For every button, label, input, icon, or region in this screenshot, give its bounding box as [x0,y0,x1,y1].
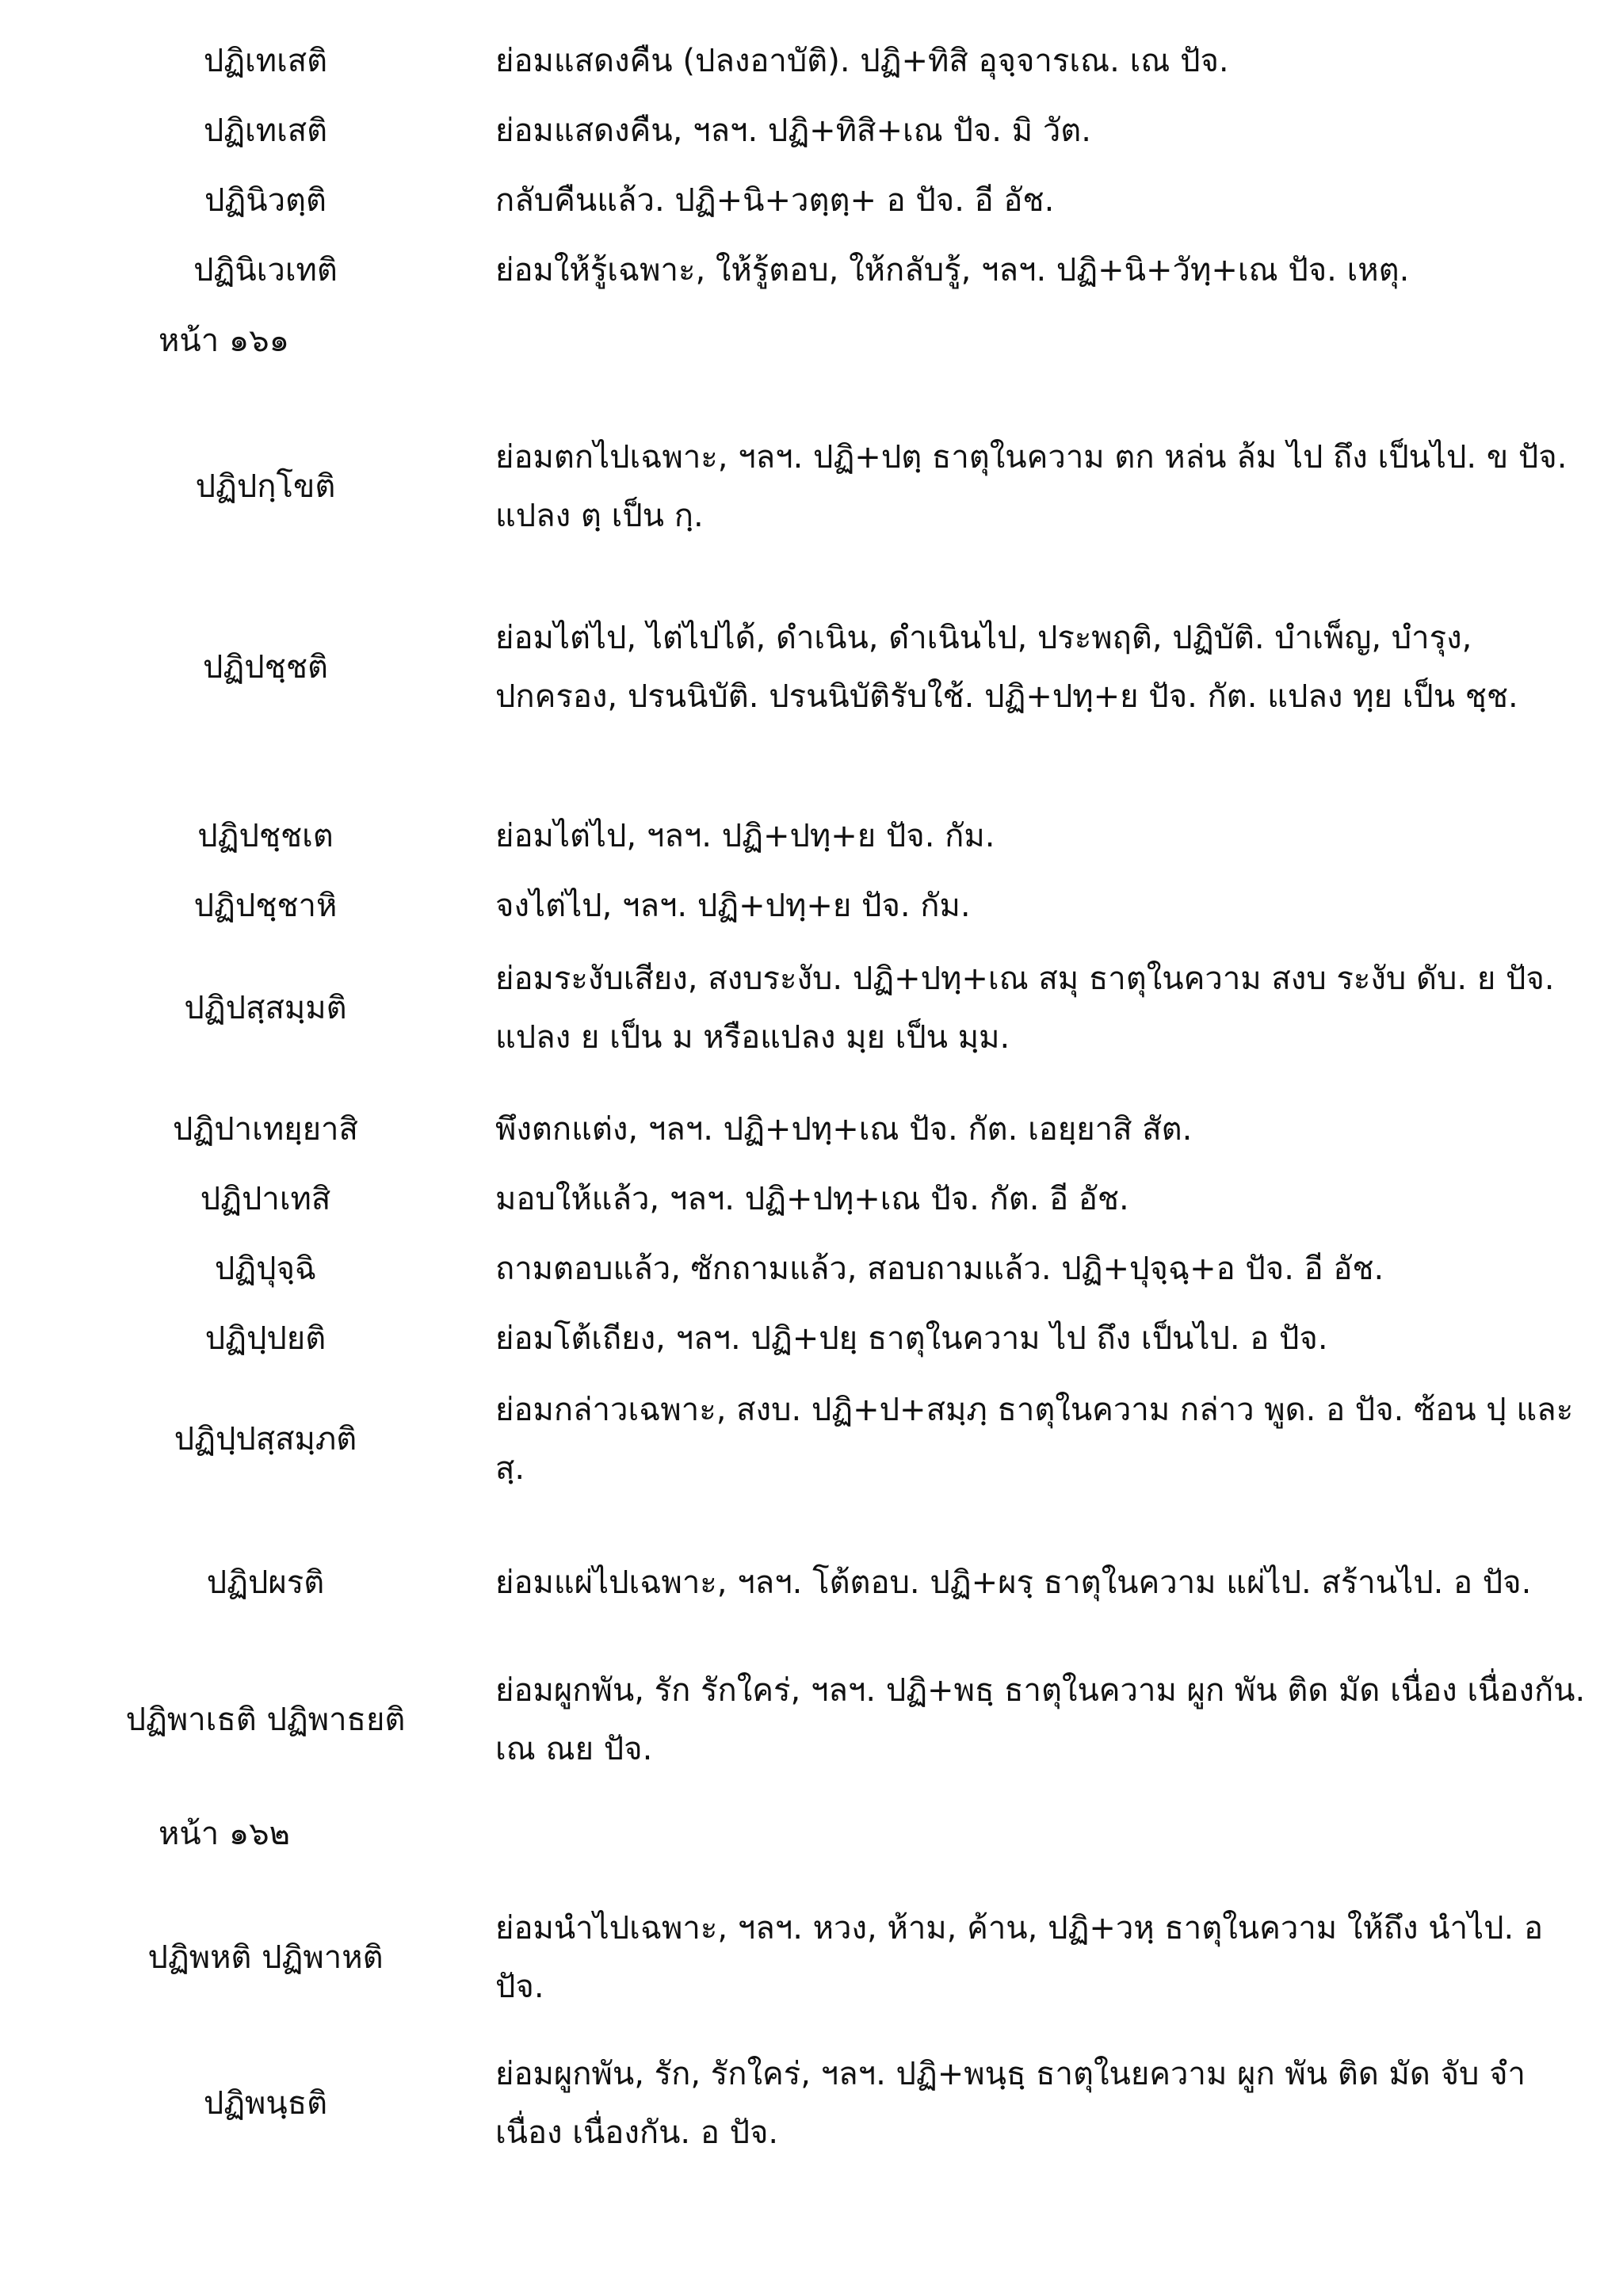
dictionary-entry [0,241,1623,300]
entry-definition: ย่อมแสดงคืน, ฯลฯ. ปฏิ+ทิสิ+เณ ปัจ. มิ วัต. [495,113,1091,149]
dictionary-entry [0,1381,1623,1498]
entry-definition: ย่อมผูกพัน, รัก รักใคร่, ฯลฯ. ปฏิ+พธฺ ธาตุในความ ผูก พัน ติด มัด เนื่อง เนื่องกัน. เณ ณย ปัจ. [495,1672,1586,1767]
entry-definition: ย่อมให้รู้เฉพาะ, ให้รู้ตอบ, ให้กลับรู้, ฯลฯ. ปฏิ+นิ+วัทฺ+เณ ปัจ. เหตุ. [495,252,1410,288]
entry-headword: ปฏิปชฺชติ [203,649,328,686]
dictionary-entry [0,609,1623,726]
entry-definition: ย่อมแผ่ไปเฉพาะ, ฯลฯ. โต้ตอบ. ปฏิ+ผรฺ ธาตุในความ แผ่ไป. สร้านไป. อ ปัจ. [495,1564,1532,1601]
page-number-label: หน้า ๑๖๑ [158,323,290,359]
entry-headword: ปฏิปผรติ [206,1564,325,1601]
entry-definition: ย่อมนำไปเฉพาะ, ฯลฯ. หวง, ห้าม, ค้าน, ปฏิ+วหฺ ธาตุในความ ให้ถึง นำไป. อ ปัจ. [495,1910,1543,2005]
entry-headword: ปฏิพาเธติ ปฏิพาธยติ [125,1702,406,1738]
entry-definition: ถามตอบแล้ว, ซักถามแล้ว, สอบถามแล้ว. ปฏิ+ปุจฺฉฺ+อ ปัจ. อี อัช. [495,1251,1384,1287]
dictionary-entry [0,1100,1623,1159]
entry-headword: ปฏิปาเทสิ [200,1181,331,1217]
dictionary-entry [0,171,1623,230]
entry-headword: ปฏินิวตฺติ [204,182,327,219]
dictionary-entry [0,1553,1623,1612]
entry-headword: ปฏินิเวเทติ [193,252,338,288]
dictionary-entry [0,1170,1623,1228]
entry-headword: ปฏิเทเสติ [203,43,328,79]
entry-headword: ปฏิปุจฺฉิ [214,1251,317,1287]
dictionary-entry [0,807,1623,865]
entry-headword: ปฏิปชฺชาหิ [193,888,338,924]
entry-definition: กลับคืนแล้ว. ปฏิ+นิ+วตฺตฺ+ อ ปัจ. อี อัช. [495,182,1055,219]
entry-definition: จงไต่ไป, ฯลฯ. ปฏิ+ปทฺ+ย ปัจ. กัม. [495,888,971,924]
entry-headword: ปฏิปฺปยติ [204,1320,327,1357]
entry-headword: ปฏิพหติ ปฏิพาหติ [147,1939,384,1976]
entry-definition: ย่อมโต้เถียง, ฯลฯ. ปฏิ+ปยฺ ธาตุในความ ไป ถึง เป็นไป. อ ปัจ. [495,1320,1328,1357]
dictionary-entry [0,877,1623,935]
entry-headword: ปฏิเทเสติ [203,113,328,149]
entry-headword: ปฏิปฺปสฺสมฺภติ [174,1421,357,1457]
entry-definition: ย่อมกล่าวเฉพาะ, สงบ. ปฏิ+ป+สมฺภฺ ธาตุในความ กล่าว พูด. อ ปัจ. ซ้อน ปฺ และ สฺ. [495,1392,1574,1487]
entry-headword: ปฏิปชฺชเต [197,818,334,854]
entry-definition: ย่อมตกไปเฉพาะ, ฯลฯ. ปฏิ+ปตฺ ธาตุในความ ตก หล่น ล้ม ไป ถึง เป็นไป. ข ปัจ. แปลง ตฺ เป็น กฺ. [495,439,1568,534]
entry-definition: ย่อมไต่ไป, ฯลฯ. ปฏิ+ปทฺ+ย ปัจ. กัม. [495,818,995,854]
dictionary-entry [0,101,1623,160]
page-number-label: หน้า ๑๖๒ [158,1816,291,1852]
entry-headword: ปฏิปกฺโขติ [195,468,336,505]
dictionary-entry [0,2045,1623,2162]
dictionary-entry [0,428,1623,545]
entry-headword: ปฏิพนฺธติ [203,2085,328,2122]
dictionary-entry [0,1661,1623,1778]
entry-headword: ปฏิปสฺสมฺมติ [184,990,347,1026]
dictionary-entry [0,1240,1623,1298]
dictionary-entry [0,1899,1623,2016]
entry-definition: มอบให้แล้ว, ฯลฯ. ปฏิ+ปทฺ+เณ ปัจ. กัต. อี อัช. [495,1181,1129,1217]
dictionary-entry [0,32,1623,90]
dictionary-entry [0,949,1623,1067]
entry-definition: ย่อมผูกพัน, รัก, รักใคร่, ฯลฯ. ปฏิ+พนฺธฺ ธาตุในยความ ผูก พัน ติด มัด จับ จำ เนื่อง เนื่องกัน. อ ปัจ. [495,2056,1526,2151]
dictionary-entry [0,1309,1623,1368]
entry-definition: พึงตกแต่ง, ฯลฯ. ปฏิ+ปทฺ+เณ ปัจ. กัต. เอยฺยาสิ สัต. [495,1111,1193,1148]
entry-headword: ปฏิปาเทยฺยาสิ [173,1111,358,1148]
entry-definition: ย่อมแสดงคืน (ปลงอาบัติ). ปฏิ+ทิสิ อุจฺจารเณ. เณ ปัจ. [495,43,1229,79]
entry-definition: ย่อมไต่ไป, ไต่ไปได้, ดำเนิน, ดำเนินไป, ประพฤติ, ปฏิบัติ. บำเพ็ญ, บำรุง, ปกครอง, ปรนนิบัติ. ปรนนิบัติรับใช้. ปฏิ+ปทฺ+ย ปัจ. กัต. แปลง ทฺย เป็น ชฺช. [495,620,1518,715]
entry-definition: ย่อมระงับเสียง, สงบระงับ. ปฏิ+ปทฺ+เณ สมุ ธาตุในความ สงบ ระงับ ดับ. ย ปัจ. แปลง ย เป็น ม หรือแปลง มฺย เป็น มฺม. [495,961,1555,1056]
